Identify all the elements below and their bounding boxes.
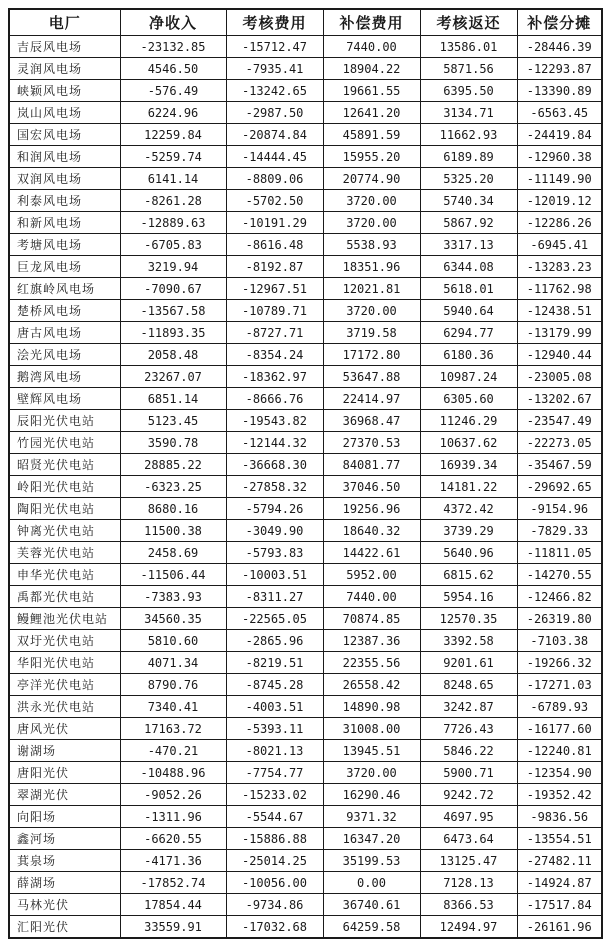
value-cell: -6620.55 [120,828,226,850]
plant-name-cell: 双润风电场 [9,168,120,190]
value-cell: -7090.67 [120,278,226,300]
value-cell: 12570.35 [420,608,517,630]
table-row [9,828,602,850]
value-cell: 9371.32 [323,806,420,828]
value-cell: 5740.34 [420,190,517,212]
value-cell: -10789.71 [226,300,323,322]
value-cell: -20874.84 [226,124,323,146]
value-cell: 13945.51 [323,740,420,762]
value-cell: 37046.50 [323,476,420,498]
table-row [9,366,602,388]
table-row [9,36,602,58]
table-row [9,564,602,586]
value-cell: 10987.24 [420,366,517,388]
plant-name-cell: 鹅湾风电场 [9,366,120,388]
value-cell: 13586.01 [420,36,517,58]
value-cell: 15955.20 [323,146,420,168]
value-cell: -7103.38 [517,630,602,652]
value-cell: -27858.32 [226,476,323,498]
value-cell: 7440.00 [323,36,420,58]
plant-name-cell: 翠湖光伏 [9,784,120,806]
value-cell: 4372.42 [420,498,517,520]
value-cell: -8021.13 [226,740,323,762]
value-cell: 19661.55 [323,80,420,102]
table-row [9,762,602,784]
value-cell: -11893.35 [120,322,226,344]
value-cell: 3242.87 [420,696,517,718]
value-cell: 70874.85 [323,608,420,630]
value-cell: 5618.01 [420,278,517,300]
value-cell: -5794.26 [226,498,323,520]
value-cell: 8790.76 [120,674,226,696]
plant-name-cell: 鑫河场 [9,828,120,850]
plant-name-cell: 向阳场 [9,806,120,828]
plant-name-cell: 马林光伏 [9,894,120,916]
value-cell: -12286.26 [517,212,602,234]
plant-name-cell: 谢湖场 [9,740,120,762]
table-row [9,630,602,652]
value-cell: 7340.41 [120,696,226,718]
value-cell: -23005.08 [517,366,602,388]
value-cell: -15886.88 [226,828,323,850]
value-cell: 14181.22 [420,476,517,498]
value-cell: 12641.20 [323,102,420,124]
value-cell: 6395.50 [420,80,517,102]
value-cell: -27482.11 [517,850,602,872]
value-cell: -10003.51 [226,564,323,586]
plant-name-cell: 唐古风电场 [9,322,120,344]
value-cell: -9836.56 [517,806,602,828]
value-cell: 8366.53 [420,894,517,916]
value-cell: 13125.47 [420,850,517,872]
table-row [9,168,602,190]
value-cell: 33559.91 [120,916,226,939]
table-row [9,586,602,608]
value-cell: 5640.96 [420,542,517,564]
table-row [9,806,602,828]
table-row [9,454,602,476]
value-cell: 6305.60 [420,388,517,410]
plant-name-cell: 唐阳光伏 [9,762,120,784]
value-cell: 9201.61 [420,652,517,674]
value-cell: -26319.80 [517,608,602,630]
value-cell: -19543.82 [226,410,323,432]
value-cell: -8666.76 [226,388,323,410]
value-cell: 3720.00 [323,190,420,212]
value-cell: 3317.13 [420,234,517,256]
value-cell: -6323.25 [120,476,226,498]
value-cell: 2058.48 [120,344,226,366]
value-cell: -576.49 [120,80,226,102]
value-cell: 5325.20 [420,168,517,190]
value-cell: 3739.29 [420,520,517,542]
table-row [9,696,602,718]
value-cell: -8727.71 [226,322,323,344]
value-cell: -12019.12 [517,190,602,212]
plant-name-cell: 国宏风电场 [9,124,120,146]
value-cell: 6344.08 [420,256,517,278]
value-cell: -7829.33 [517,520,602,542]
value-cell: 22414.97 [323,388,420,410]
plant-name-cell: 禹都光伏电站 [9,586,120,608]
value-cell: 8248.65 [420,674,517,696]
value-cell: -5793.83 [226,542,323,564]
value-cell: -13283.23 [517,256,602,278]
value-cell: -470.21 [120,740,226,762]
plant-name-cell: 岚山风电场 [9,102,120,124]
plant-name-cell: 壁辉风电场 [9,388,120,410]
plant-name-cell: 楚桥风电场 [9,300,120,322]
value-cell: -19266.32 [517,652,602,674]
value-cell: 27370.53 [323,432,420,454]
value-cell: -24419.84 [517,124,602,146]
plant-name-cell: 辰阳光伏电站 [9,410,120,432]
value-cell: 16939.34 [420,454,517,476]
value-cell: -17032.68 [226,916,323,939]
value-cell: 3720.00 [323,300,420,322]
plant-name-cell: 洪永光伏电站 [9,696,120,718]
value-cell: -12967.51 [226,278,323,300]
value-cell: 3590.78 [120,432,226,454]
table-row [9,256,602,278]
value-cell: -8745.28 [226,674,323,696]
value-cell: -6789.93 [517,696,602,718]
value-cell: 5900.71 [420,762,517,784]
value-cell: -8311.27 [226,586,323,608]
value-cell: -9052.26 [120,784,226,806]
value-cell: -26161.96 [517,916,602,939]
value-cell: -8219.51 [226,652,323,674]
value-cell: 5123.45 [120,410,226,432]
plant-name-cell: 岭阳光伏电站 [9,476,120,498]
value-cell: -28446.39 [517,36,602,58]
value-cell: 5846.22 [420,740,517,762]
plant-name-cell: 考塘风电场 [9,234,120,256]
header-assessment-return: 考核返还 [420,9,517,36]
value-cell: 12387.36 [323,630,420,652]
value-cell: -17517.84 [517,894,602,916]
value-cell: -11506.44 [120,564,226,586]
plant-name-cell: 华阳光伏电站 [9,652,120,674]
table-row [9,190,602,212]
value-cell: 6294.77 [420,322,517,344]
value-cell: -13567.58 [120,300,226,322]
plant-name-cell: 峡颖风电场 [9,80,120,102]
value-cell: 0.00 [323,872,420,894]
value-cell: 10637.62 [420,432,517,454]
value-cell: -23547.49 [517,410,602,432]
value-cell: -12940.44 [517,344,602,366]
table-row [9,784,602,806]
table-row [9,476,602,498]
value-cell: -22565.05 [226,608,323,630]
value-cell: -17852.74 [120,872,226,894]
value-cell: 5952.00 [323,564,420,586]
value-cell: 12494.97 [420,916,517,939]
value-cell: 17172.80 [323,344,420,366]
value-cell: 22355.56 [323,652,420,674]
plant-name-cell: 红旗岭风电场 [9,278,120,300]
value-cell: -13179.99 [517,322,602,344]
value-cell: -12144.32 [226,432,323,454]
value-cell: -10056.00 [226,872,323,894]
value-cell: -6945.41 [517,234,602,256]
table-row [9,498,602,520]
table-row [9,608,602,630]
table-row [9,520,602,542]
table-row [9,894,602,916]
value-cell: 6815.62 [420,564,517,586]
value-cell: -10488.96 [120,762,226,784]
plant-name-cell: 薛湖场 [9,872,120,894]
value-cell: -14924.87 [517,872,602,894]
value-cell: -14444.45 [226,146,323,168]
value-cell: 6141.14 [120,168,226,190]
value-cell: -13554.51 [517,828,602,850]
plant-name-cell: 浍光风电场 [9,344,120,366]
value-cell: -5702.50 [226,190,323,212]
value-cell: -5259.74 [120,146,226,168]
value-cell: 18640.32 [323,520,420,542]
table-row [9,278,602,300]
value-cell: 5867.92 [420,212,517,234]
value-cell: -2865.96 [226,630,323,652]
value-cell: 35199.53 [323,850,420,872]
value-cell: -15233.02 [226,784,323,806]
plant-name-cell: 唐风光伏 [9,718,120,740]
table-row [9,718,602,740]
value-cell: 5954.16 [420,586,517,608]
value-cell: -12960.38 [517,146,602,168]
value-cell: -7754.77 [226,762,323,784]
value-cell: -11811.05 [517,542,602,564]
value-cell: -12354.90 [517,762,602,784]
value-cell: 12021.81 [323,278,420,300]
table-row [9,740,602,762]
value-cell: -14270.55 [517,564,602,586]
table-row [9,124,602,146]
value-cell: 8680.16 [120,498,226,520]
table-row [9,542,602,564]
value-cell: -11149.90 [517,168,602,190]
table-row [9,850,602,872]
value-cell: -7383.93 [120,586,226,608]
value-cell: 26558.42 [323,674,420,696]
plant-name-cell: 和新风电场 [9,212,120,234]
value-cell: 17854.44 [120,894,226,916]
value-cell: -19352.42 [517,784,602,806]
value-cell: 11246.29 [420,410,517,432]
value-cell: 6180.36 [420,344,517,366]
header-compensation-share: 补偿分摊 [517,9,602,36]
table-header-row [9,9,602,36]
value-cell: -4003.51 [226,696,323,718]
value-cell: -13202.67 [517,388,602,410]
value-cell: 3720.00 [323,762,420,784]
table-row [9,58,602,80]
value-cell: -13390.89 [517,80,602,102]
value-cell: 7440.00 [323,586,420,608]
value-cell: 4697.95 [420,806,517,828]
value-cell: 23267.07 [120,366,226,388]
header-net-income: 净收入 [120,9,226,36]
table-row [9,344,602,366]
plant-name-cell: 鳗鲤池光伏电站 [9,608,120,630]
value-cell: 7128.13 [420,872,517,894]
plant-name-cell: 陶阳光伏电站 [9,498,120,520]
value-cell: -8261.28 [120,190,226,212]
table-row [9,916,602,939]
plant-name-cell: 竹园光伏电站 [9,432,120,454]
plant-name-cell: 钟离光伏电站 [9,520,120,542]
table-row [9,872,602,894]
value-cell: -8192.87 [226,256,323,278]
table-row [9,652,602,674]
value-cell: 9242.72 [420,784,517,806]
value-cell: 28885.22 [120,454,226,476]
plant-name-cell: 昭贤光伏电站 [9,454,120,476]
table-row [9,234,602,256]
plant-name-cell: 巨龙风电场 [9,256,120,278]
value-cell: 3720.00 [323,212,420,234]
value-cell: 17163.72 [120,718,226,740]
value-cell: 11662.93 [420,124,517,146]
value-cell: 45891.59 [323,124,420,146]
value-cell: -10191.29 [226,212,323,234]
value-cell: 6224.96 [120,102,226,124]
value-cell: 5871.56 [420,58,517,80]
value-cell: 16290.46 [323,784,420,806]
value-cell: 3392.58 [420,630,517,652]
value-cell: 6851.14 [120,388,226,410]
value-cell: -13242.65 [226,80,323,102]
value-cell: 84081.77 [323,454,420,476]
value-cell: -12466.82 [517,586,602,608]
value-cell: 16347.20 [323,828,420,850]
value-cell: 4071.34 [120,652,226,674]
value-cell: 3134.71 [420,102,517,124]
value-cell: 20774.90 [323,168,420,190]
value-cell: -2987.50 [226,102,323,124]
value-cell: 6473.64 [420,828,517,850]
value-cell: -29692.65 [517,476,602,498]
value-cell: -12240.81 [517,740,602,762]
value-cell: -36668.30 [226,454,323,476]
value-cell: 7726.43 [420,718,517,740]
value-cell: 64259.58 [323,916,420,939]
plant-name-cell: 双圩光伏电站 [9,630,120,652]
value-cell: -22273.05 [517,432,602,454]
value-cell: 6189.89 [420,146,517,168]
value-cell: 3719.58 [323,322,420,344]
value-cell: 5940.64 [420,300,517,322]
value-cell: -12889.63 [120,212,226,234]
plant-name-cell: 萁泉场 [9,850,120,872]
value-cell: -5544.67 [226,806,323,828]
value-cell: -8616.48 [226,234,323,256]
table-row [9,80,602,102]
plant-name-cell: 吉辰风电场 [9,36,120,58]
table-body [9,36,602,939]
value-cell: -35467.59 [517,454,602,476]
table-row [9,322,602,344]
value-cell: 14422.61 [323,542,420,564]
value-cell: 31008.00 [323,718,420,740]
value-cell: 36968.47 [323,410,420,432]
table-row [9,146,602,168]
value-cell: 11500.38 [120,520,226,542]
plant-name-cell: 芙蓉光伏电站 [9,542,120,564]
value-cell: -1311.96 [120,806,226,828]
value-cell: -6705.83 [120,234,226,256]
value-cell: -12293.87 [517,58,602,80]
value-cell: -15712.47 [226,36,323,58]
value-cell: -18362.97 [226,366,323,388]
value-cell: 53647.88 [323,366,420,388]
value-cell: 4546.50 [120,58,226,80]
value-cell: -12438.51 [517,300,602,322]
value-cell: 18904.22 [323,58,420,80]
value-cell: -11762.98 [517,278,602,300]
value-cell: 36740.61 [323,894,420,916]
value-cell: 5810.60 [120,630,226,652]
table-row [9,300,602,322]
header-assessment-fee: 考核费用 [226,9,323,36]
value-cell: -7935.41 [226,58,323,80]
value-cell: 12259.84 [120,124,226,146]
value-cell: 14890.98 [323,696,420,718]
value-cell: -4171.36 [120,850,226,872]
value-cell: -8809.06 [226,168,323,190]
value-cell: 5538.93 [323,234,420,256]
table-row [9,212,602,234]
value-cell: -9154.96 [517,498,602,520]
value-cell: -5393.11 [226,718,323,740]
value-cell: -6563.45 [517,102,602,124]
value-cell: 2458.69 [120,542,226,564]
header-compensation-fee: 补偿费用 [323,9,420,36]
value-cell: -9734.86 [226,894,323,916]
plant-name-cell: 利泰风电场 [9,190,120,212]
power-plant-fee-table [8,8,603,939]
value-cell: 3219.94 [120,256,226,278]
plant-name-cell: 汇阳光伏 [9,916,120,939]
value-cell: 34560.35 [120,608,226,630]
value-cell: -16177.60 [517,718,602,740]
plant-name-cell: 亭洋光伏电站 [9,674,120,696]
table-row [9,432,602,454]
plant-name-cell: 灵润风电场 [9,58,120,80]
value-cell: 18351.96 [323,256,420,278]
value-cell: -23132.85 [120,36,226,58]
table-row [9,410,602,432]
plant-name-cell: 和润风电场 [9,146,120,168]
table-row [9,388,602,410]
header-plant: 电厂 [9,9,120,36]
value-cell: -8354.24 [226,344,323,366]
value-cell: -25014.25 [226,850,323,872]
value-cell: 19256.96 [323,498,420,520]
plant-name-cell: 申华光伏电站 [9,564,120,586]
table-row [9,674,602,696]
table-row [9,102,602,124]
value-cell: -3049.90 [226,520,323,542]
value-cell: -17271.03 [517,674,602,696]
